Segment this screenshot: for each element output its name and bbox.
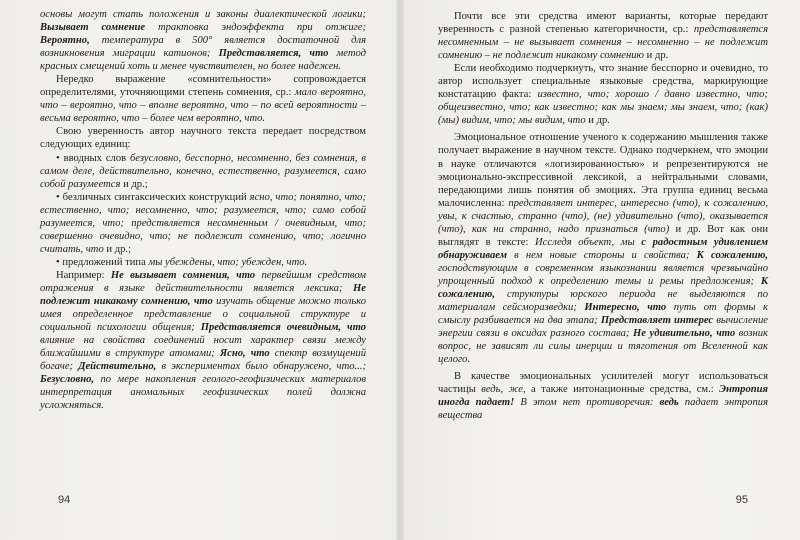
emphasized-phrase: Представляет интерес xyxy=(600,315,714,327)
italic-text: известно, что; хорошо / давно известно, что; общеизвестно, что; как известно; как мы знаем; мы знаем, что; (как) (мы) видим, что; мы видим, что xyxy=(438,89,768,127)
paragraph xyxy=(40,73,366,125)
book-gutter xyxy=(396,0,404,540)
left-page-text xyxy=(40,8,366,412)
italic-text: влияние на свойства соединений носит характер связи между ближайшими в структуре атомами; xyxy=(40,335,366,360)
text-run: и др.; xyxy=(120,178,148,190)
italic-text: вычисление энергии связи в оксидах разного состава; xyxy=(438,315,768,340)
paragraph xyxy=(438,62,768,127)
emphasized-phrase: К сожалению, xyxy=(438,275,768,300)
italic-text: изучать общение можно только имея определенное представление о социальной структуре и социальной психологии общения; xyxy=(40,296,366,334)
italic-text: Исследя объект, мы xyxy=(535,236,635,248)
italic-text: господствующим в современном языкознании является чрезвычайно упрощенный подход к определению темы и ремы предложения; xyxy=(438,262,768,287)
emphasized-phrase: Не вызывает сомнения, что xyxy=(110,269,256,281)
italic-text: метод красных смещений хоть и менее чувствителен, но более надежен. xyxy=(40,48,366,73)
emphasized-phrase: Представляется, что xyxy=(218,48,329,60)
italic-text: представляет интерес, интересно (что), к сожалению, увы, к счастью, странно (что), (не) удивительно (что), оказывается (что), как ни странно, надо признаться (что) xyxy=(438,197,768,235)
text-run: Эмоциональное отношение ученого к содержанию мышления также получает выражение в научном тексте. Однако подчеркнем, что эмоции в науке отличаются «логизированностью» и репрезентируются не эмоционально-экспрессивной лексикой, а нейтральными словами, передающими лишь понятия об эмоциях. Эта группа единиц весьма малочисленна: xyxy=(438,132,768,209)
italic-text: спектр возмущений богаче; xyxy=(40,348,366,373)
page-number-right: 95 xyxy=(735,494,748,506)
emphasized-phrase: Представляется очевидным, что xyxy=(200,322,366,334)
italic-text: первейшим средством отражения в языке действительности является лексика; xyxy=(40,269,366,294)
text-run: Нередко выражение «сомнительности» сопровождается определителями, уточняющими степень сомнения, ср.: xyxy=(40,74,366,99)
paragraph xyxy=(40,125,366,151)
text-run xyxy=(342,283,353,294)
paragraph xyxy=(40,152,366,191)
text-run: и др. xyxy=(644,50,669,62)
italic-text: трактовка эндоэффекта при отжиге; xyxy=(145,22,366,34)
emphasized-phrase: с радостным удивлением обнаруживаем xyxy=(438,236,768,261)
italic-text: по мере накопления геолого-геофизических материалов интерпретация аномальных геофизических полей должна усложняться. xyxy=(40,374,366,412)
text-run: а также интонационные средства, см.: xyxy=(525,384,720,396)
italic-text: температура в 500° является достаточной для возникновения миграции катионов; xyxy=(40,35,366,60)
text-run: В качестве эмоциональных усилителей могут использоваться частицы xyxy=(438,371,768,396)
paragraph xyxy=(438,370,768,422)
text-run: Если необходимо подчеркнуть, что знание бесспорно и очевидно, то автор использует специальные языковые средства, маркирующие констатацию факта: xyxy=(438,63,768,101)
emphasized-phrase: Не удивительно, что xyxy=(633,328,736,340)
italic-text: мы убеждены, что; убежден, что. xyxy=(148,256,308,268)
italic-text: падает энтропия вещества xyxy=(438,397,768,422)
text-run: Свою уверенность автор научного текста передает посредством следующих единиц: xyxy=(40,126,366,151)
italic-text: основы могут стать положения и законы диалектической логики; xyxy=(40,9,366,20)
italic-text: структуры юрского периода не выделяются по материалам сейсморазведки; xyxy=(438,288,768,314)
paragraph xyxy=(438,10,768,62)
text-run: • безличных синтаксических конструкций xyxy=(56,191,250,203)
emphasized-phrase: Энтропия иногда падает! xyxy=(438,384,768,409)
page-number-left: 94 xyxy=(58,494,71,506)
italic-text: представляется несомненным – не вызывает сомнения – несомненно – не подлежит сомнению – не подлежит никакому сомнению xyxy=(438,24,768,62)
emphasized-phrase: К сожалению, xyxy=(696,249,769,261)
text-run: Почти все эти средства имеют варианты, которые передают уверенность с разной степенью категоричности, ср.: xyxy=(438,11,768,36)
text-run: и др. Вот как они выглядят в тексте: xyxy=(438,223,768,248)
text-run xyxy=(210,48,218,59)
italic-text: безусловно, бесспорно, несомненно, без сомнения, в самом деле, действительно, конечно, естественно, разумеется, само собой разумеется xyxy=(40,152,366,190)
text-run xyxy=(754,276,761,287)
emphasized-phrase: ведь xyxy=(659,397,679,409)
italic-text: ведь, же, xyxy=(481,384,526,396)
paragraph xyxy=(40,8,366,73)
text-run: и др.; xyxy=(103,243,132,255)
text-run: • предложений типа xyxy=(56,256,149,268)
paragraph xyxy=(40,191,366,256)
emphasized-phrase: Интересно, что xyxy=(584,302,667,314)
text-run: и др. xyxy=(585,115,610,127)
italic-text: в нем новые стороны и свойства; xyxy=(507,249,690,261)
emphasized-phrase: Безусловно, xyxy=(40,374,95,386)
text-run: Например: xyxy=(56,269,111,281)
text-run: • вводных слов xyxy=(56,152,130,164)
italic-text: ясно, что; понятно, что; естественно, что; несомненно, что; разумеется, что; само собой разумеется, что; предствляется несомненным / очевидным, что; совершенно очевидно, что; не подлежит сомнению, что; логично считать, что xyxy=(40,191,366,255)
italic-text: путь от формы к смыслу разбивается на два этапа; xyxy=(438,302,769,327)
paragraph xyxy=(40,269,366,413)
right-page xyxy=(400,0,800,540)
italic-text: в экспериментах было обнаружено, что...; xyxy=(156,361,366,373)
emphasized-phrase: Действительно, xyxy=(78,361,157,373)
text-run xyxy=(689,250,696,261)
italic-text: мало вероятно, что – вероятно, что – вполне вероятно, что – по всей вероятности – весьма вероятно, что – более чем вероятно, что. xyxy=(40,87,366,125)
paragraph xyxy=(438,131,768,366)
italic-text: возник вопрос, не зависят ли силы инерции и тяготения от Вселенной как целого. xyxy=(438,328,768,366)
italic-text: В этом нет противоречия: xyxy=(514,397,654,409)
emphasized-phrase: Ясно, что xyxy=(219,348,270,360)
right-page-text xyxy=(438,10,768,422)
paragraph xyxy=(40,256,366,269)
emphasized-phrase: Вызывает сомнение xyxy=(40,22,146,34)
emphasized-phrase: Вероятно, xyxy=(40,35,90,47)
emphasized-phrase: Не подлежит никакому сомнению, что xyxy=(40,282,366,308)
